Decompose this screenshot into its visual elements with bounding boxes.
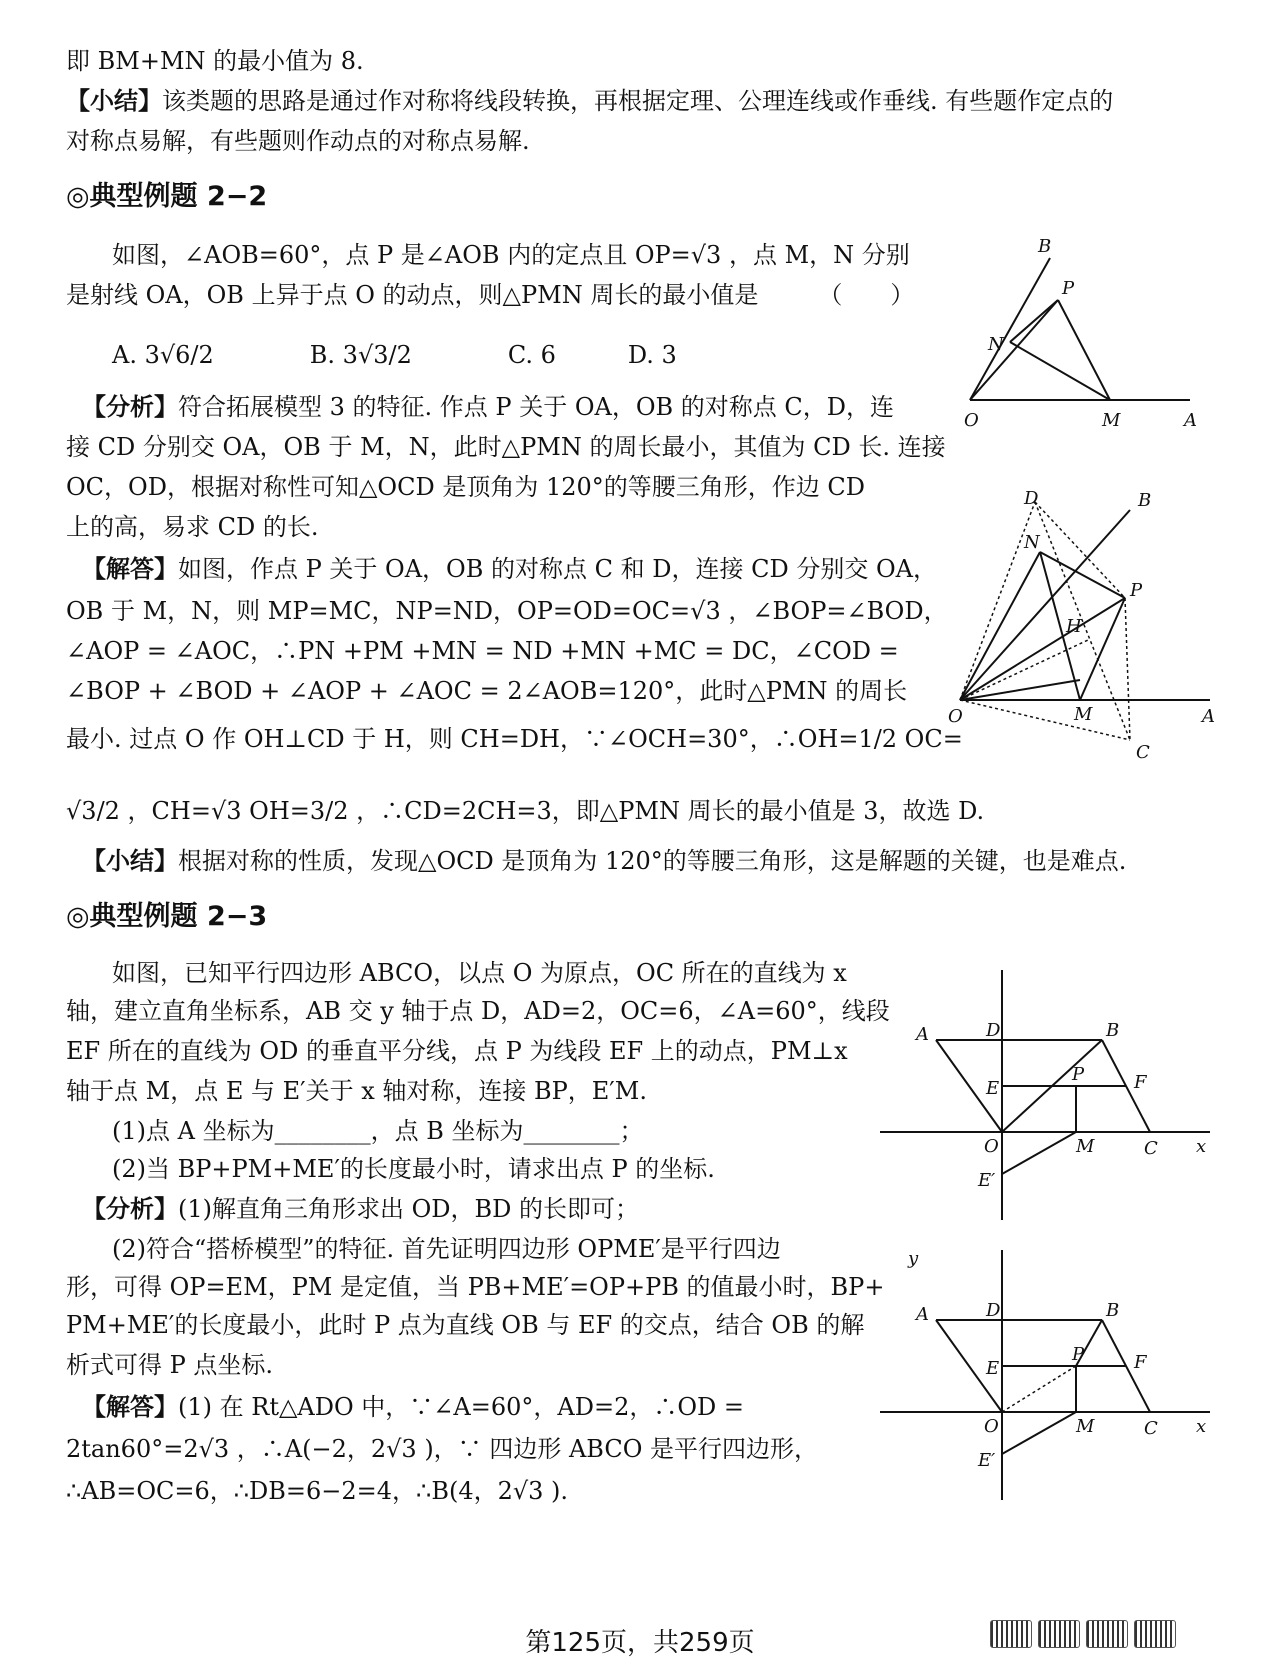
label-a: A [1184, 410, 1197, 431]
label-n: N [1024, 532, 1040, 553]
text-line: 对称点易解，有些题则作动点的对称点易解. [66, 127, 530, 155]
label-p: P [1072, 1344, 1085, 1365]
view-mode-icon[interactable] [1038, 1620, 1080, 1648]
text-line: ∴AB=OC=6，∴DB=6−2=4，∴B(4，2√3 ). [66, 1477, 569, 1505]
label-f: F [1134, 1072, 1147, 1093]
text-line: 【小结】根据对称的性质，发现△OCD 是顶角为 120°的等腰三角形，这是解题的关键，也是难点. [82, 846, 1127, 875]
label-d: D [1024, 490, 1039, 509]
label-b: B [1106, 1300, 1120, 1321]
figure-parallelogram-2 [880, 1240, 1220, 1520]
text-line: (2)符合“搭桥模型”的特征. 首先证明四边形 OPME′是平行四边 [112, 1235, 781, 1263]
label-p: P [1130, 580, 1143, 601]
view-mode-icon[interactable] [990, 1620, 1032, 1648]
text-line: 轴，建立直角坐标系，AB 交 y 轴于点 D，AD=2，OC=6，∠A=60°，线段 [66, 997, 890, 1025]
label-m: M [1076, 1136, 1095, 1157]
label-p: P [1072, 1064, 1085, 1085]
text-line: 2tan60°=2√3 ，∴A(−2，2√3 )，∵ 四边形 ABCO 是平行四边形， [66, 1435, 819, 1463]
label-p: P [1062, 278, 1075, 299]
text-line: 【小结】该类题的思路是通过作对称将线段转换，再根据定理、公理连线或作垂线. 有些题作定点的 [66, 86, 1114, 115]
text-line: ∠BOP + ∠BOD + ∠AOP + ∠AOC = 2∠AOB=120°，此时△PMN 的周长 [66, 677, 908, 705]
label-d: D [986, 1300, 1001, 1321]
text-line: 轴于点 M，点 E 与 E′关于 x 轴对称，连接 BP，E′M. [66, 1077, 647, 1105]
text-line: (1)点 A 坐标为________，点 B 坐标为________； [112, 1117, 644, 1145]
label-f: F [1134, 1352, 1147, 1373]
text-line: 如图，∠AOB=60°，点 P 是∠AOB 内的定点且 OP=√3 ，点 M，N 分别 [112, 241, 910, 269]
label-a: A [1202, 706, 1215, 727]
text-line: OC，OD，根据对称性可知△OCD 是顶角为 120°的等腰三角形，作边 CD [66, 473, 865, 501]
label-c: C [1144, 1138, 1158, 1159]
section-heading: ◎典型例题 2−2 [66, 181, 268, 212]
viewer-toolbar [990, 1620, 1176, 1648]
text-line: 【分析】符合拓展模型 3 的特征. 作点 P 关于 OA，OB 的对称点 C，D，连 [82, 392, 895, 421]
text-line: 【解答】如图，作点 P 关于 OA，OB 的对称点 C 和 D，连接 CD 分别交 OA， [82, 554, 937, 583]
text-line: (2)当 BP+PM+ME′的长度最小时，请求出点 P 的坐标. [112, 1155, 715, 1183]
text-line: 形，可得 OP=EM，PM 是定值，当 PB+ME′=OP+PB 的值最小时，BP+ [66, 1273, 885, 1301]
label-e-prime: E′ [978, 1170, 996, 1191]
view-mode-icon[interactable] [1134, 1620, 1176, 1648]
text-line: 上的高，易求 CD 的长. [66, 513, 319, 541]
answer-options: A. 3√6/2 B. 3√3/2 C. 6 D. 3 [112, 341, 677, 369]
label-h: H [1066, 616, 1082, 637]
label-y: y [908, 1248, 919, 1269]
label-x: x [1196, 1136, 1207, 1157]
label-e-prime: E′ [978, 1450, 996, 1471]
text-line: 即 BM+MN 的最小值为 8. [66, 47, 364, 75]
figure-parallelogram-1 [880, 960, 1220, 1240]
label-o: O [984, 1416, 999, 1437]
label-a: A [916, 1024, 929, 1045]
section-heading: ◎典型例题 2−3 [66, 901, 268, 932]
label-b: B [1138, 490, 1152, 511]
label-b: B [1106, 1020, 1120, 1041]
figure-angle-aob [950, 230, 1210, 450]
page-number: 第125页，共259页 [525, 1628, 755, 1658]
label-m: M [1076, 1416, 1095, 1437]
label-m: M [1102, 410, 1121, 431]
label-o: O [964, 410, 979, 431]
view-mode-icon[interactable] [1086, 1620, 1128, 1648]
figure-symmetry-ocd [940, 490, 1230, 800]
text-line: ∠AOP = ∠AOC，∴PN +PM +MN = ND +MN +MC = DC，∠COD = [66, 637, 899, 665]
label-e: E [986, 1078, 1000, 1099]
label-o: O [948, 706, 963, 727]
text-line: 最小. 过点 O 作 OH⊥CD 于 H，则 CH=DH，∵∠OCH=30°，∴OH=1/2 OC= [66, 725, 963, 753]
label-e: E [986, 1358, 1000, 1379]
label-n: N [988, 334, 1004, 355]
label-m: M [1074, 704, 1093, 725]
text-line: 【解答】(1) 在 Rt△ADO 中，∵∠A=60°，AD=2，∴OD = [82, 1392, 745, 1421]
label-d: D [986, 1020, 1001, 1041]
label-a: A [916, 1304, 929, 1325]
text-line: 接 CD 分别交 OA，OB 于 M，N，此时△PMN 的周长最小，其值为 CD 长. 连接 [66, 433, 946, 461]
text-line: 如图，已知平行四边形 ABCO，以点 O 为原点，OC 所在的直线为 x [112, 959, 847, 987]
label-o: O [984, 1136, 999, 1157]
text-line: 是射线 OA，OB 上异于点 O 的动点，则△PMN 周长的最小值是 （ ） [66, 281, 915, 309]
label-c: C [1136, 742, 1150, 763]
text-line: 【分析】(1)解直角三角形求出 OD，BD 的长即可； [82, 1194, 640, 1223]
label-c: C [1144, 1418, 1158, 1439]
text-line: √3/2 ，CH=√3 OH=3/2 ，∴CD=2CH=3，即△PMN 周长的最小值是 3，故选 D. [66, 797, 985, 825]
text-line: 析式可得 P 点坐标. [66, 1351, 274, 1379]
text-line: OB 于 M，N，则 MP=MC，NP=ND，OP=OD=OC=√3 ，∠BOP=∠BOD， [66, 597, 948, 625]
label-b: B [1038, 236, 1052, 257]
label-x: x [1196, 1416, 1207, 1437]
text-line: EF 所在的直线为 OD 的垂直平分线，点 P 为线段 EF 上的动点，PM⊥x [66, 1037, 848, 1065]
text-line: PM+ME′的长度最小，此时 P 点为直线 OB 与 EF 的交点，结合 OB 的解 [66, 1311, 865, 1339]
